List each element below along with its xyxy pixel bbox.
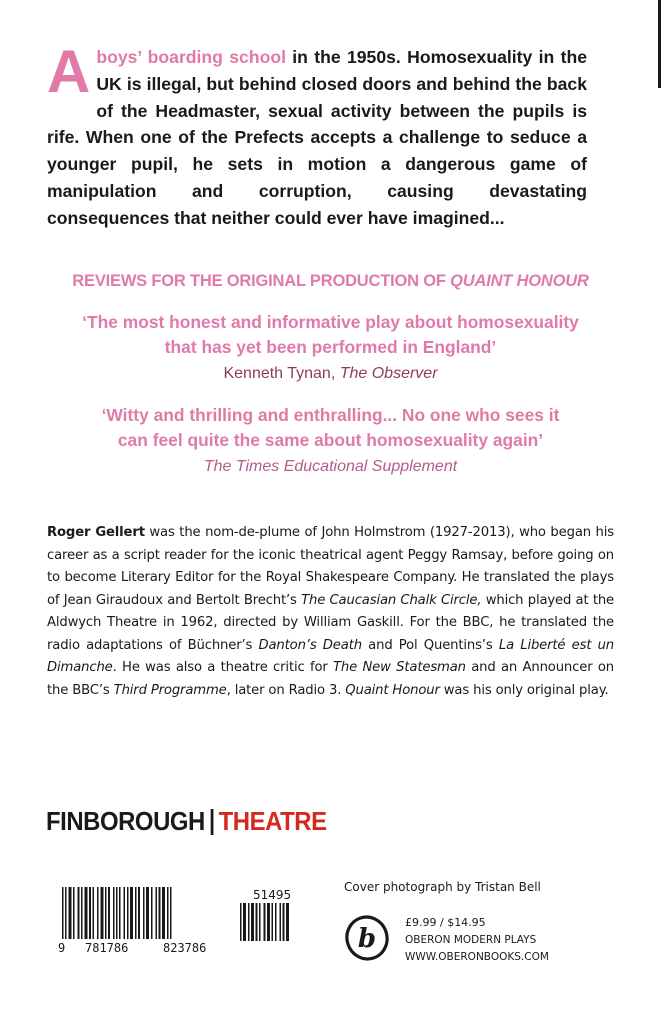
oberon-logo-icon [344,915,390,961]
review-quote-2-line2: can feel quite the same about homosexuality again’ [117,430,544,450]
review-author-1: Kenneth Tynan, [223,365,340,382]
publisher-info [405,914,549,967]
oberon-logo-letter: b [357,924,377,954]
barcode-addon-digits: 51495 [253,888,292,902]
barcode-group-2: 823786 [163,941,207,955]
bio-title-third-programme: Third Programme [113,682,227,698]
logo-theatre: THEATRE [218,806,327,836]
bio-text-2: which played at the Aldwych Theatre in 1962, directed by William Gaskill. For the BBC, he translated the radio adaptations of Büchner’s [47,592,615,653]
review-attribution-2: The Times Educational Supplement [203,458,458,475]
bio-text-1: was the nom-de-plume of John Holmstrom (1927-2013), who began his career as a script reader for the iconic theatrical agent Peggy Ramsay, before going on to become Literary Editor for the Royal Shakespeare Company. He translated the plays of Jean Giraudoux and Bertolt Brecht’s [47,525,614,608]
review-source-1: The Observer [339,365,438,382]
logo-divider [210,809,213,835]
reviews-heading [40,272,621,291]
cover-credit: Cover photograph by Tristan Bell [344,880,541,894]
barcode-digit-first: 9 [58,941,66,955]
reviews-section [40,272,621,478]
author-bio [47,522,614,702]
bio-author-name: Roger Gellert [47,525,145,540]
bio-text-3: and Pol Quentins’s [361,637,499,653]
blurb-paragraph [47,38,587,232]
finborough-theatre-logo [46,806,327,837]
review-quote-1-line2: that has yet been performed in England’ [164,337,497,357]
drop-cap: A [47,38,91,105]
barcode-group-1: 781786 [85,941,129,955]
review-attribution-1 [40,363,621,385]
reviews-heading-title: QUAINT HONOUR [450,272,589,290]
review-quote-1 [40,310,621,360]
isbn-barcode [58,887,320,955]
bio-title-liberte: La Liberté est un Dimanche [47,637,614,675]
publisher-website: WWW.OBERONBOOKS.COM [405,951,549,963]
bio-text-5: and an Announcer on the BBC’s [47,660,614,698]
blurb-highlight: boys’ boarding school [96,47,286,67]
price: £9.99 / $14.95 [405,916,486,929]
blurb-text: in the 1950s. Homosexuality in the UK is illegal, but behind closed doors and behind the back of the Headmaster, sexual activity between the pupils is rife. When one of the Prefects accepts a challenge to seduce a younger pupil, he sets in motion a dangerous game of manipulation and corruption, causing devastating consequences that neither could ever have imagined... [47,47,587,228]
bio-title-danton: Danton’s Death [258,637,362,653]
bio-text-7: was his only original play. [439,682,609,698]
bio-title-new-statesman: The New Statesman [333,660,466,675]
bio-title-quaint-honour: Quaint Honour [345,682,440,698]
publisher-name: OBERON MODERN PLAYS [405,933,537,946]
bio-title-caucasian: The Caucasian Chalk Circle, [301,592,482,608]
review-quote-2 [40,403,621,453]
reviews-heading-prefix: REVIEWS FOR THE ORIGINAL PRODUCTION OF [72,272,451,290]
review-quote-1-line1: ‘The most honest and informative play about homosexuality [82,312,579,332]
review-quote-2-line1: ‘Witty and thrilling and enthralling... No one who sees it [101,405,560,425]
bio-text-4: . He was also a theatre critic for [112,660,334,675]
logo-finborough: FINBOROUGH [46,806,205,836]
bio-text-6: , later on Radio 3. [226,682,346,698]
